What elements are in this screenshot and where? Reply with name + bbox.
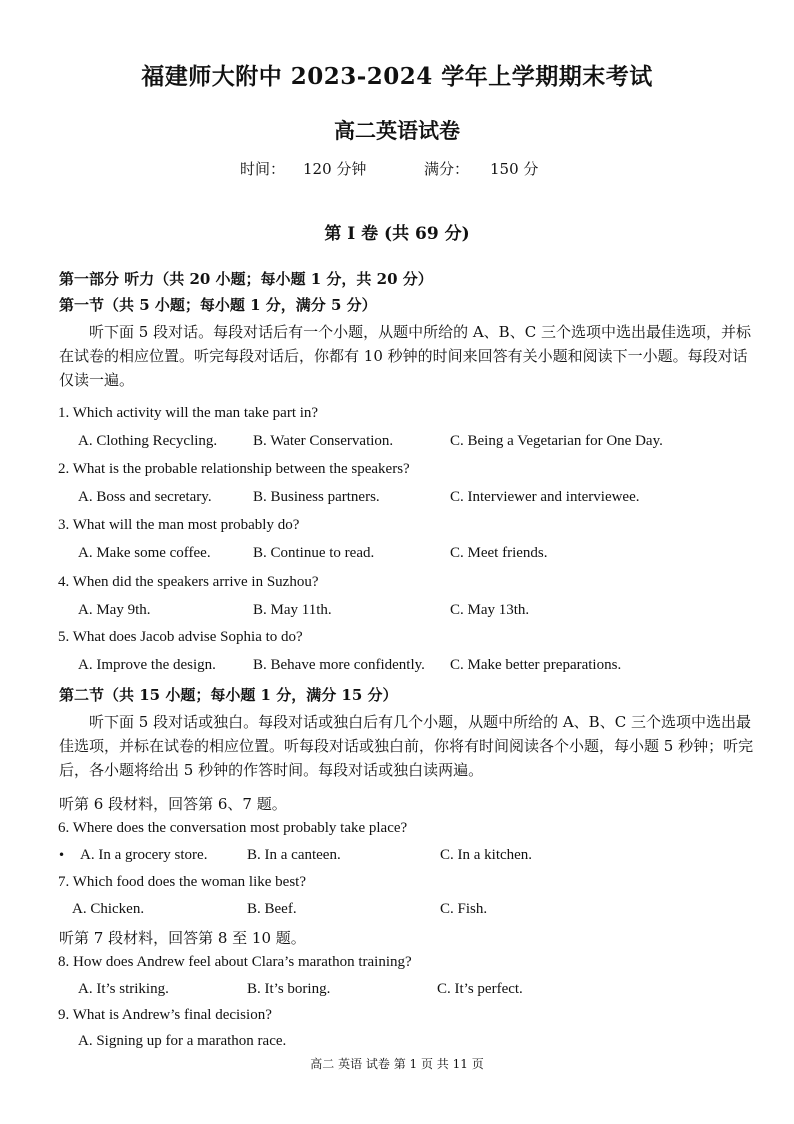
option-b: B. It’s boring. (247, 981, 331, 997)
option-a: A. In a grocery store. (80, 847, 208, 863)
section1-heading: 第一节（共 5 小题；每小题 1 分，满分 5 分） (59, 296, 377, 314)
question-stem: 3. What will the man most probably do? (58, 517, 300, 533)
option-a: A. Improve the design. (78, 657, 216, 673)
option-a: A. Make some coffee. (78, 545, 211, 561)
option-b: B. In a canteen. (247, 847, 341, 863)
score-label: 满分： (424, 160, 470, 178)
option-c: C. Make better preparations. (450, 657, 622, 673)
option-b: B. Water Conservation. (253, 433, 394, 449)
question-stem: 4. When did the speakers arrive in Suzhou? (58, 574, 319, 590)
scan-mark: • (58, 848, 66, 862)
option-c: C. Interviewer and interviewee. (450, 489, 640, 505)
question-stem: 7. Which food does the woman like best? (58, 874, 306, 890)
option-c: C. Meet friends. (450, 545, 548, 561)
material7-note: 听第 7 段材料，回答第 8 至 10 题。 (59, 929, 306, 947)
question-stem: 8. How does Andrew feel about Clara’s marathon training? (58, 954, 412, 970)
option-a: A. Signing up for a marathon race. (78, 1033, 287, 1049)
part1-heading: 第一部分 听力（共 20 小题；每小题 1 分，共 20 分） (59, 270, 433, 288)
time-label: 时间： (240, 160, 286, 178)
question-stem: 5. What does Jacob advise Sophia to do? (58, 629, 303, 645)
exam-title: 福建师大附中 2023-2024 学年上学期期末考试 (141, 63, 653, 90)
time-value: 120 分钟 (303, 160, 367, 178)
option-b: B. Beef. (247, 901, 297, 917)
question-stem: 1. Which activity will the man take part in? (58, 405, 319, 421)
option-c: C. It’s perfect. (437, 981, 523, 997)
section1-instructions: 听下面 5 段对话。每段对话后有一个小题，从题中所给的 A、B、C 三个选项中选出最佳选项，并标在试卷的相应位置。听完每段对话后，你都有 10 秒钟的时间来回答有关小题和阅读下一小题。每段对话仅读一遍。 (59, 323, 751, 389)
page-footer: 高二 英语 试卷 第 1 页 共 11 页 (310, 1057, 484, 1071)
question-stem: 2. What is the probable relationship between the speakers? (58, 461, 410, 477)
option-b: B. Behave more confidently. (253, 657, 425, 673)
option-a: A. May 9th. (78, 602, 151, 618)
volume-heading: 第 I 卷 (共 69 分) (324, 224, 470, 244)
material6-note: 听第 6 段材料，回答第 6、7 题。 (59, 795, 287, 813)
option-c: C. Fish. (440, 901, 488, 917)
score-value: 150 分 (490, 160, 539, 178)
section2-instructions: 听下面 5 段对话或独白。每段对话或独白后有几个小题，从题中所给的 A、B、C 三个选项中选出最佳选项，并标在试卷的相应位置。听每段对话或独白前，你将有时间阅读各个小题，每小题 5 秒钟；听完后，各小题将给出 5 秒钟的作答时间。每段对话或独白读两遍。 (59, 713, 754, 779)
option-b: B. May 11th. (253, 602, 332, 618)
option-c: C. May 13th. (450, 602, 530, 618)
option-a: A. Chicken. (72, 901, 145, 917)
question-stem: 9. What is Andrew’s final decision? (58, 1007, 272, 1023)
option-b: B. Continue to read. (253, 545, 375, 561)
option-a: A. It’s striking. (78, 981, 169, 997)
question-stem: 6. Where does the conversation most probably take place? (58, 820, 408, 836)
exam-subtitle: 高二英语试卷 (334, 118, 460, 143)
option-c: C. Being a Vegetarian for One Day. (450, 433, 663, 449)
option-c: C. In a kitchen. (440, 847, 533, 863)
option-b: B. Business partners. (253, 489, 380, 505)
section2-heading: 第二节（共 15 小题；每小题 1 分，满分 15 分） (59, 686, 398, 704)
option-a: A. Clothing Recycling. (78, 433, 218, 449)
option-a: A. Boss and secretary. (78, 489, 212, 505)
